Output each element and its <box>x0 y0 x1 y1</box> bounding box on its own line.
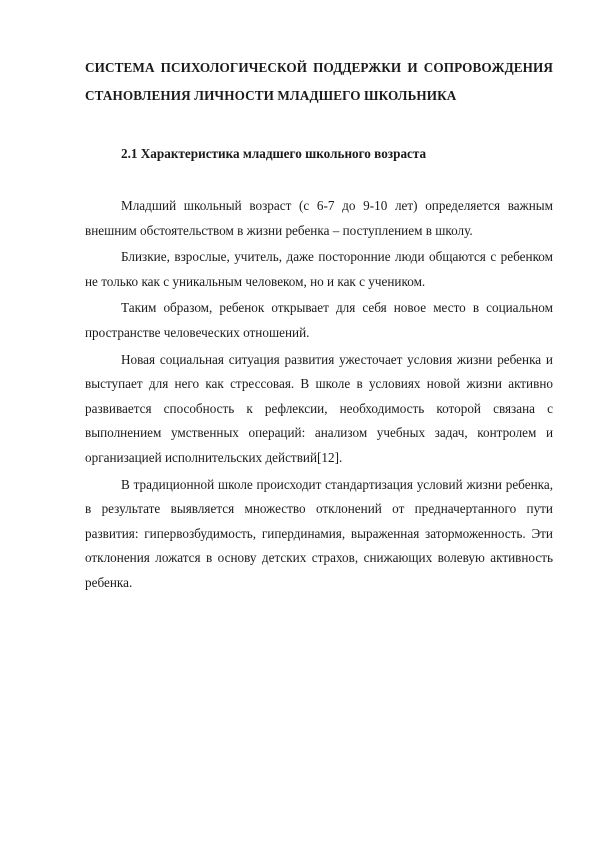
document-page <box>85 54 553 598</box>
section-heading: 2.1 Характеристика младшего школьного возраста <box>121 146 427 161</box>
paragraph-3: Таким образом, ребенок открывает для себя новое место в социальном пространстве человеческих отношений. <box>85 300 553 340</box>
paragraph-4: Новая социальная ситуация развития ужесточает условия жизни ребенка и выступает для него как стресcовая. В школе в условиях новой жизни активно развивается способность к рефлексии, необходимость которой связана с выполнением умственных операций: анализом учебных задач, контролем и организацией исполнительских действий[12]. <box>85 351 553 465</box>
paragraph-5: В традиционной школе происходит стандартизация условий жизни ребенка, в результате выявляется множество отклонений от предначертанного пути развития: гипервозбудимость, гипердинамия, выраженная заторможенность. Эти отклонения ложатся в основу детских страхов, снижающих волевую активность ребенка. <box>85 476 553 590</box>
document-title: СИСТЕМА ПСИХОЛОГИЧЕСКОЙ ПОДДЕРЖКИ И СОПРОВОЖДЕНИЯ СТАНОВЛЕНИЯ ЛИЧНОСТИ МЛАДШЕГО ШКОЛЬНИКА <box>85 60 553 103</box>
body-text <box>85 194 553 596</box>
paragraph-2: Близкие, взрослые, учитель, даже посторонние люди общаются с ребенком не только как с уникальным человеком, но и как с учеником. <box>85 249 553 289</box>
paragraph-1: Младший школьный возраст (с 6-7 до 9-10 лет) определяется важным внешним обстоятельством в жизни ребенка – поступлением в школу. <box>85 198 553 238</box>
